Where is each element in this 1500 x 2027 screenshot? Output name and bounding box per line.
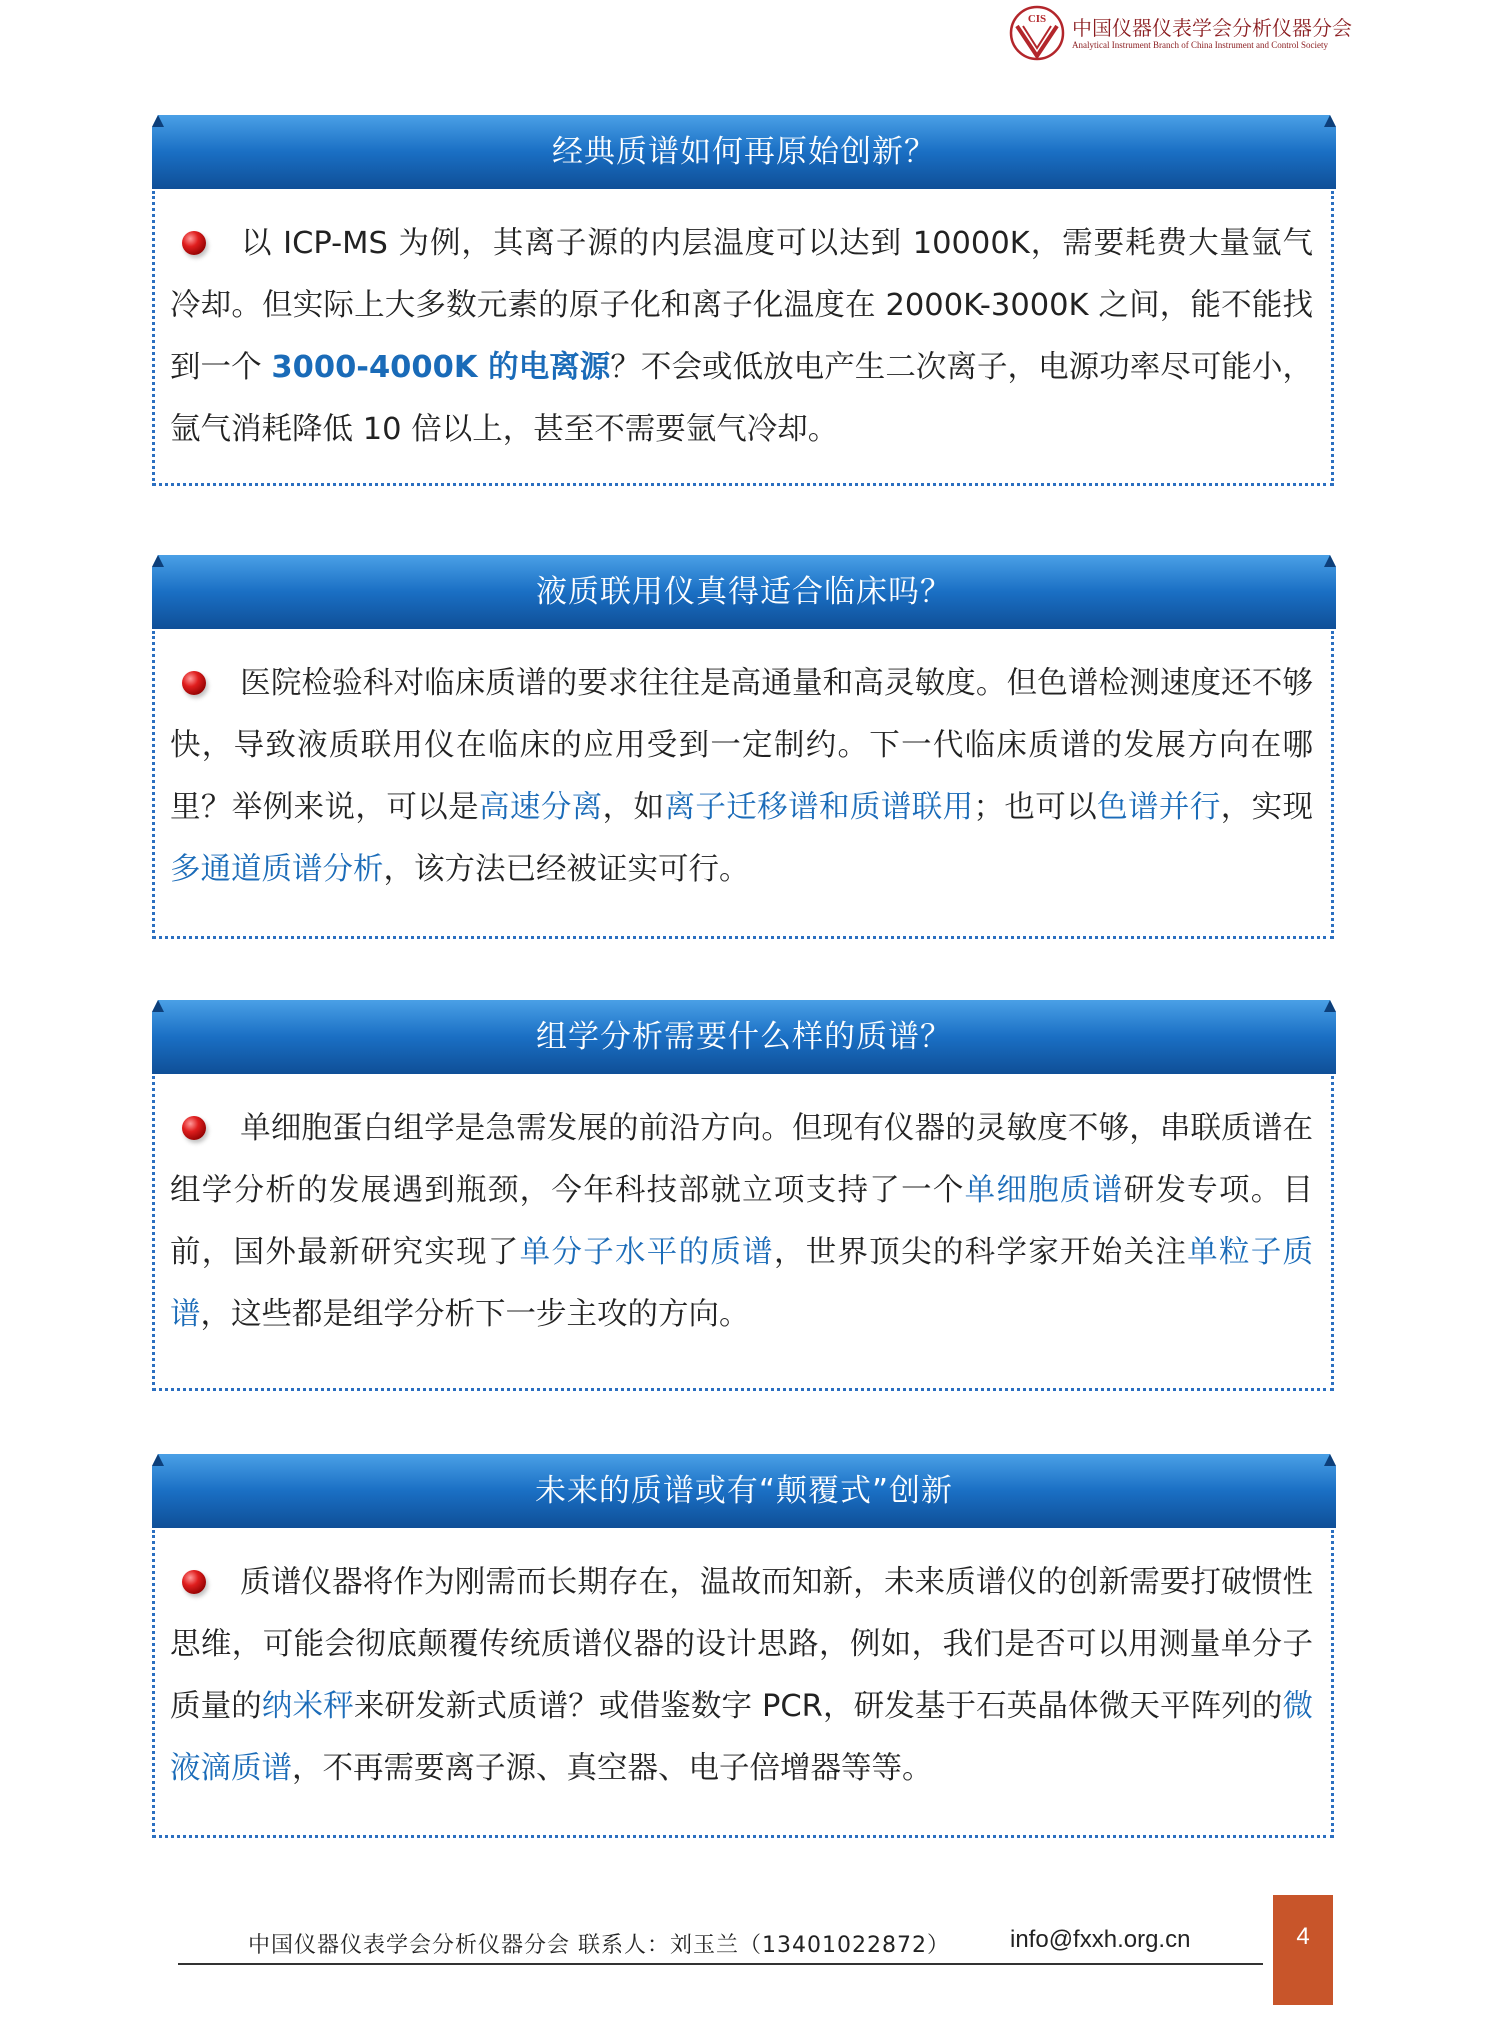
highlight: 单细胞质谱 bbox=[964, 1173, 1124, 1208]
red-bullet-icon bbox=[182, 671, 206, 695]
section-paragraph: 以 ICP-MS 为例，其离子源的内层温度可以达到 10000K，需要耗费大量氩气冷却。但实际上大多数元素的原子化和离子化温度在 2000K-3000K 之间，能不能找到一个 3000-4000K 的电离源？不会或低放电产生二次离子，电源功率尽可能小，氩气消耗降低 10 倍以上，甚至不需要氩气冷却。 bbox=[170, 226, 1314, 447]
page-number: 4 bbox=[1273, 1895, 1333, 2005]
org-logo bbox=[1008, 4, 1352, 62]
section-body bbox=[152, 631, 1334, 939]
highlight: 多通道质谱分析 bbox=[170, 852, 384, 887]
highlight: 离子迁移谱和质谱联用 bbox=[664, 790, 974, 825]
org-name: 中国仪器仪表学会分析仪器分会 bbox=[1072, 16, 1352, 40]
org-name-en: Analytical Instrument Branch of China Instrument and Control Society bbox=[1072, 40, 1328, 50]
highlight: 高速分离 bbox=[479, 790, 603, 825]
highlight: 纳米秤 bbox=[261, 1689, 354, 1724]
section-header bbox=[150, 113, 1338, 191]
footer-email-link[interactable]: info@fxxh.org.cn bbox=[1010, 1926, 1191, 1953]
section-header bbox=[150, 553, 1338, 631]
red-bullet-icon bbox=[182, 231, 206, 255]
footer-contact: 中国仪器仪表学会分析仪器分会 联系人：刘玉兰（13401022872） bbox=[248, 1933, 950, 1958]
section-body bbox=[152, 1530, 1334, 1838]
red-bullet-icon bbox=[182, 1570, 206, 1594]
highlight: 色谱并行 bbox=[1097, 790, 1221, 825]
section-paragraph: 质谱仪器将作为刚需而长期存在，温故而知新，未来质谱仪的创新需要打破惯性思维，可能会彻底颠覆传统质谱仪器的设计思路，例如，我们是否可以用测量单分子质量的纳米秤来研发新式质谱？或借鉴数字 PCR，研发基于石英晶体微天平阵列的微液滴质谱，不再需要离子源、真空器、电子倍增器等等。 bbox=[170, 1565, 1314, 1786]
section-title: 经典质谱如何再原始创新？ bbox=[552, 134, 936, 170]
section-paragraph: 医院检验科对临床质谱的要求往往是高通量和高灵敏度。但色谱检测速度还不够快，导致液质联用仪在临床的应用受到一定制约。下一代临床质谱的发展方向在哪里？举例来说，可以是高速分离，如离子迁移谱和质谱联用；也可以色谱并行，实现多通道质谱分析，该方法已经被证实可行。 bbox=[170, 666, 1314, 887]
section-title: 组学分析需要什么样的质谱？ bbox=[536, 1019, 952, 1055]
logo-abbr: CIS bbox=[1027, 13, 1047, 25]
red-bullet-icon bbox=[182, 1116, 206, 1140]
highlight: 3000-4000K 的电离源 bbox=[271, 350, 611, 385]
section-body bbox=[152, 191, 1334, 486]
section-header bbox=[150, 998, 1338, 1076]
highlight: 单分子水平的质谱 bbox=[519, 1235, 774, 1270]
cis-emblem-icon bbox=[1008, 4, 1066, 62]
section-paragraph: 单细胞蛋白组学是急需发展的前沿方向。但现有仪器的灵敏度不够，串联质谱在组学分析的发展遇到瓶颈，今年科技部就立项支持了一个单细胞质谱研发专项。目前，国外最新研究实现了单分子水平的质谱，世界顶尖的科学家开始关注单粒子质谱，这些都是组学分析下一步主攻的方向。 bbox=[170, 1111, 1314, 1332]
section-body bbox=[152, 1076, 1334, 1391]
section-title: 未来的质谱或有“颠覆式”创新 bbox=[534, 1473, 954, 1509]
footer-divider bbox=[178, 1963, 1263, 1965]
highlight: 单粒子质谱 bbox=[170, 1235, 1314, 1332]
section-header bbox=[150, 1452, 1338, 1530]
section-title: 液质联用仪真得适合临床吗？ bbox=[536, 574, 952, 610]
highlight: 微液滴质谱 bbox=[170, 1689, 1314, 1786]
